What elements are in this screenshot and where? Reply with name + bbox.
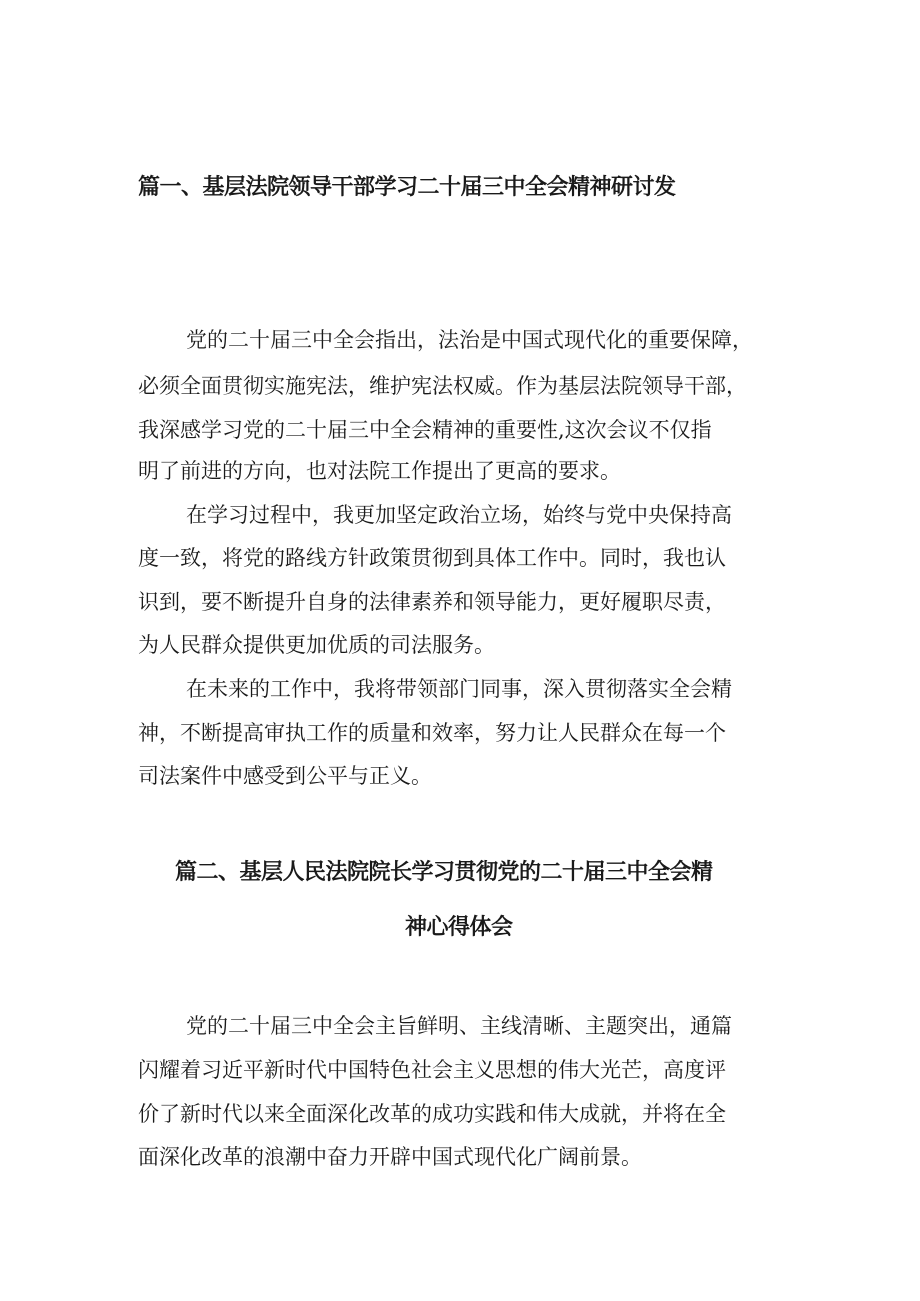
section1-p2-line1: 在学习过程中，我更加坚定政治立场，始终与党中央保持高 [186,503,732,527]
section2-p1-line1: 党的二十届三中全会主旨鲜明、主线清晰、主题突出，通篇 [186,1014,732,1038]
section1-p2-line4: 为人民群众提供更加优质的司法服务。 [138,633,495,657]
section2-title-line1: 篇二、基层人民法院院长学习贯彻党的二十届三中全会精 [175,860,713,885]
section2-title-line2: 神心得体会 [405,915,513,940]
section1-p3-line3: 司法案件中感受到公平与正义。 [138,764,432,788]
section1-p1-line1: 党的二十届三中全会指出，法治是中国式现代化的重要保障， [186,328,753,352]
section2-p1-line2: 闪耀着习近平新时代中国特色社会主义思想的伟大光芒，高度评 [138,1058,726,1082]
section2-p1-line3: 价了新时代以来全面深化改革的成功实践和伟大成就，并将在全 [138,1102,726,1126]
section1-p3-line2: 神，不断提高审执工作的质量和效率，努力让人民群众在每一个 [138,721,726,745]
section1-title: 篇一、基层法院领导干部学习二十届三中全会精神研讨发 [138,175,676,200]
section1-p1-line2: 必须全面贯彻实施宪法，维护宪法权威。作为基层法院领导干部， [138,374,747,398]
section1-p2-line3: 识到，要不断提升自身的法律素养和领导能力，更好履职尽责， [138,590,726,614]
section1-p2-line2: 度一致，将党的路线方针政策贯彻到具体工作中。同时，我也认 [138,546,726,570]
section2-p1-line4: 面深化改革的浪潮中奋力开辟中国式现代化广阔前景。 [138,1145,642,1169]
section1-p1-line3: 我深感学习党的二十届三中全会精神的重要性,这次会议不仅指 [138,418,712,442]
section1-p3-line1: 在未来的工作中，我将带领部门同事，深入贯彻落实全会精 [186,677,732,701]
section1-p1-line4: 明了前进的方向，也对法院工作提出了更高的要求。 [138,459,621,483]
